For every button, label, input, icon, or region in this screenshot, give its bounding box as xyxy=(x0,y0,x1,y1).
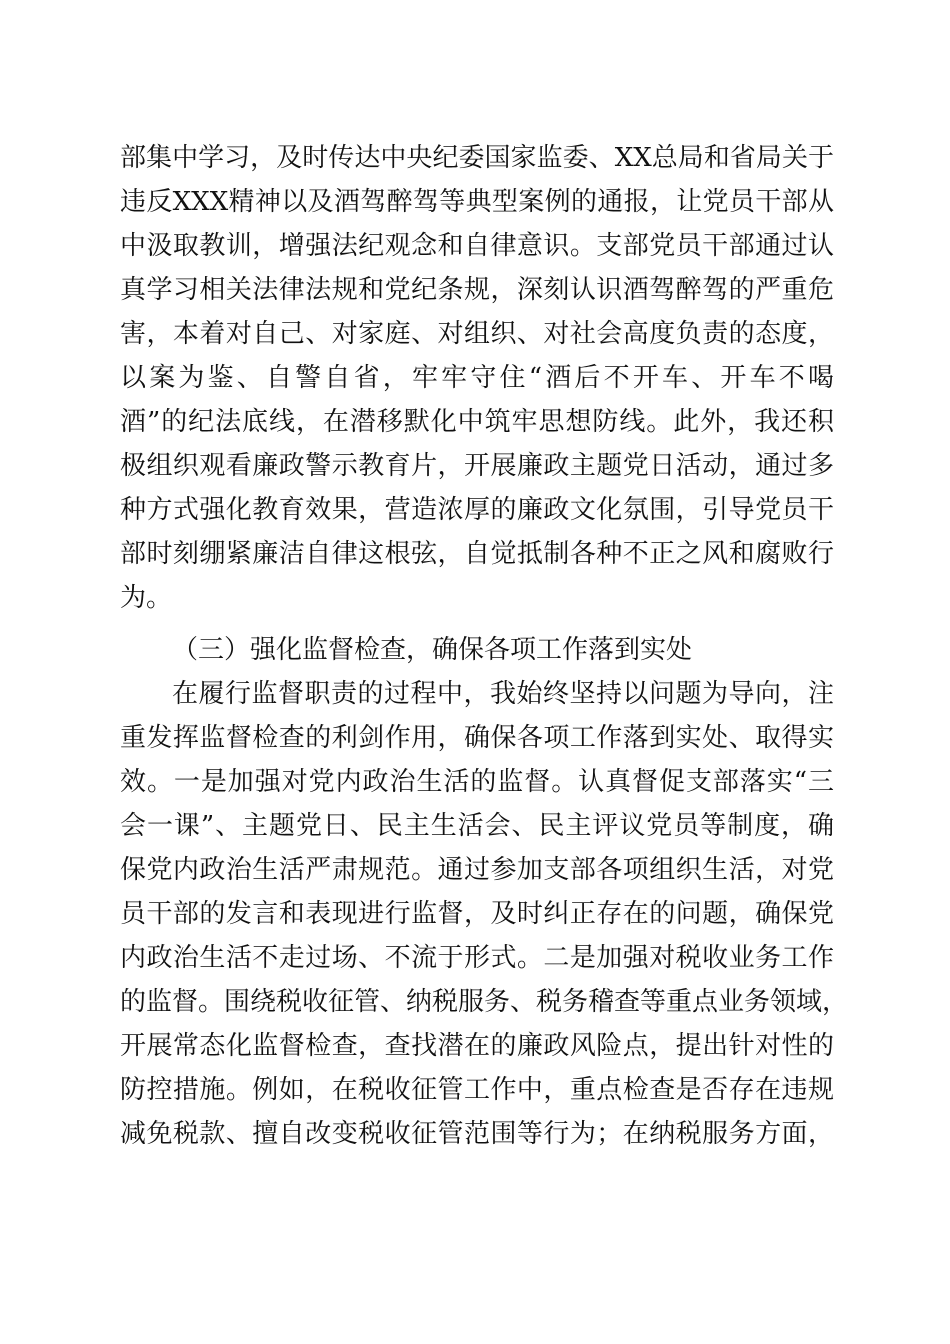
text-line: 真学习相关法律法规和党纪条规，深刻认识酒驾醉驾的严重危 xyxy=(120,275,834,305)
text-line: 部集中学习，及时传达中央纪委国家监委、XX总局和省局关于 xyxy=(120,143,834,173)
text-line: 减免税款、擅自改变税收征管范围等行为；在纳税服务方面， xyxy=(120,1119,834,1149)
text-line: 害，本着对自己、对家庭、对组织、对社会高度负责的态度， xyxy=(120,319,834,349)
text-line: 极组织观看廉政警示教育片，开展廉政主题党日活动，通过多 xyxy=(120,451,834,481)
text-line: 中汲取教训，增强法纪观念和自律意识。支部党员干部通过认 xyxy=(120,231,834,261)
text-line: 酒”的纪法底线，在潜移默化中筑牢思想防线。此外，我还积 xyxy=(120,407,834,437)
text-line: 违反XXX精神以及酒驾醉驾等典型案例的通报，让党员干部从 xyxy=(120,187,834,217)
text-line: 会一课”、主题党日、民主生活会、民主评议党员等制度，确 xyxy=(120,811,834,841)
text-line: 在履行监督职责的过程中，我始终坚持以问题为导向，注 xyxy=(172,679,834,709)
text-line: 效。一是加强对党内政治生活的监督。认真督促支部落实“三 xyxy=(120,767,834,797)
text-line: 以案为鉴、自警自省，牢牢守住“酒后不开车、开车不喝 xyxy=(120,363,834,393)
text-line: 重发挥监督检查的利剑作用，确保各项工作落到实处、取得实 xyxy=(120,723,834,753)
text-line: 种方式强化教育效果，营造浓厚的廉政文化氛围，引导党员干 xyxy=(120,495,834,525)
text-line: 的监督。围绕税收征管、纳税服务、税务稽查等重点业务领域， xyxy=(120,987,849,1017)
text-line: 保党内政治生活严肃规范。通过参加支部各项组织生活，对党 xyxy=(120,855,834,885)
text-line: 防控措施。例如，在税收征管工作中，重点检查是否存在违规 xyxy=(120,1075,834,1105)
text-line: 员干部的发言和表现进行监督，及时纠正存在的问题，确保党 xyxy=(120,899,834,929)
text-line: 开展常态化监督检查，查找潜在的廉政风险点，提出针对性的 xyxy=(120,1031,834,1061)
section-heading: （三）强化监督检查，确保各项工作落到实处 xyxy=(172,635,693,665)
text-line: 部时刻绷紧廉洁自律这根弦，自觉抵制各种不正之风和腐败行 xyxy=(120,539,834,569)
text-line: 内政治生活不走过场、不流于形式。二是加强对税收业务工作 xyxy=(120,943,834,973)
text-line: 为。 xyxy=(120,583,173,613)
